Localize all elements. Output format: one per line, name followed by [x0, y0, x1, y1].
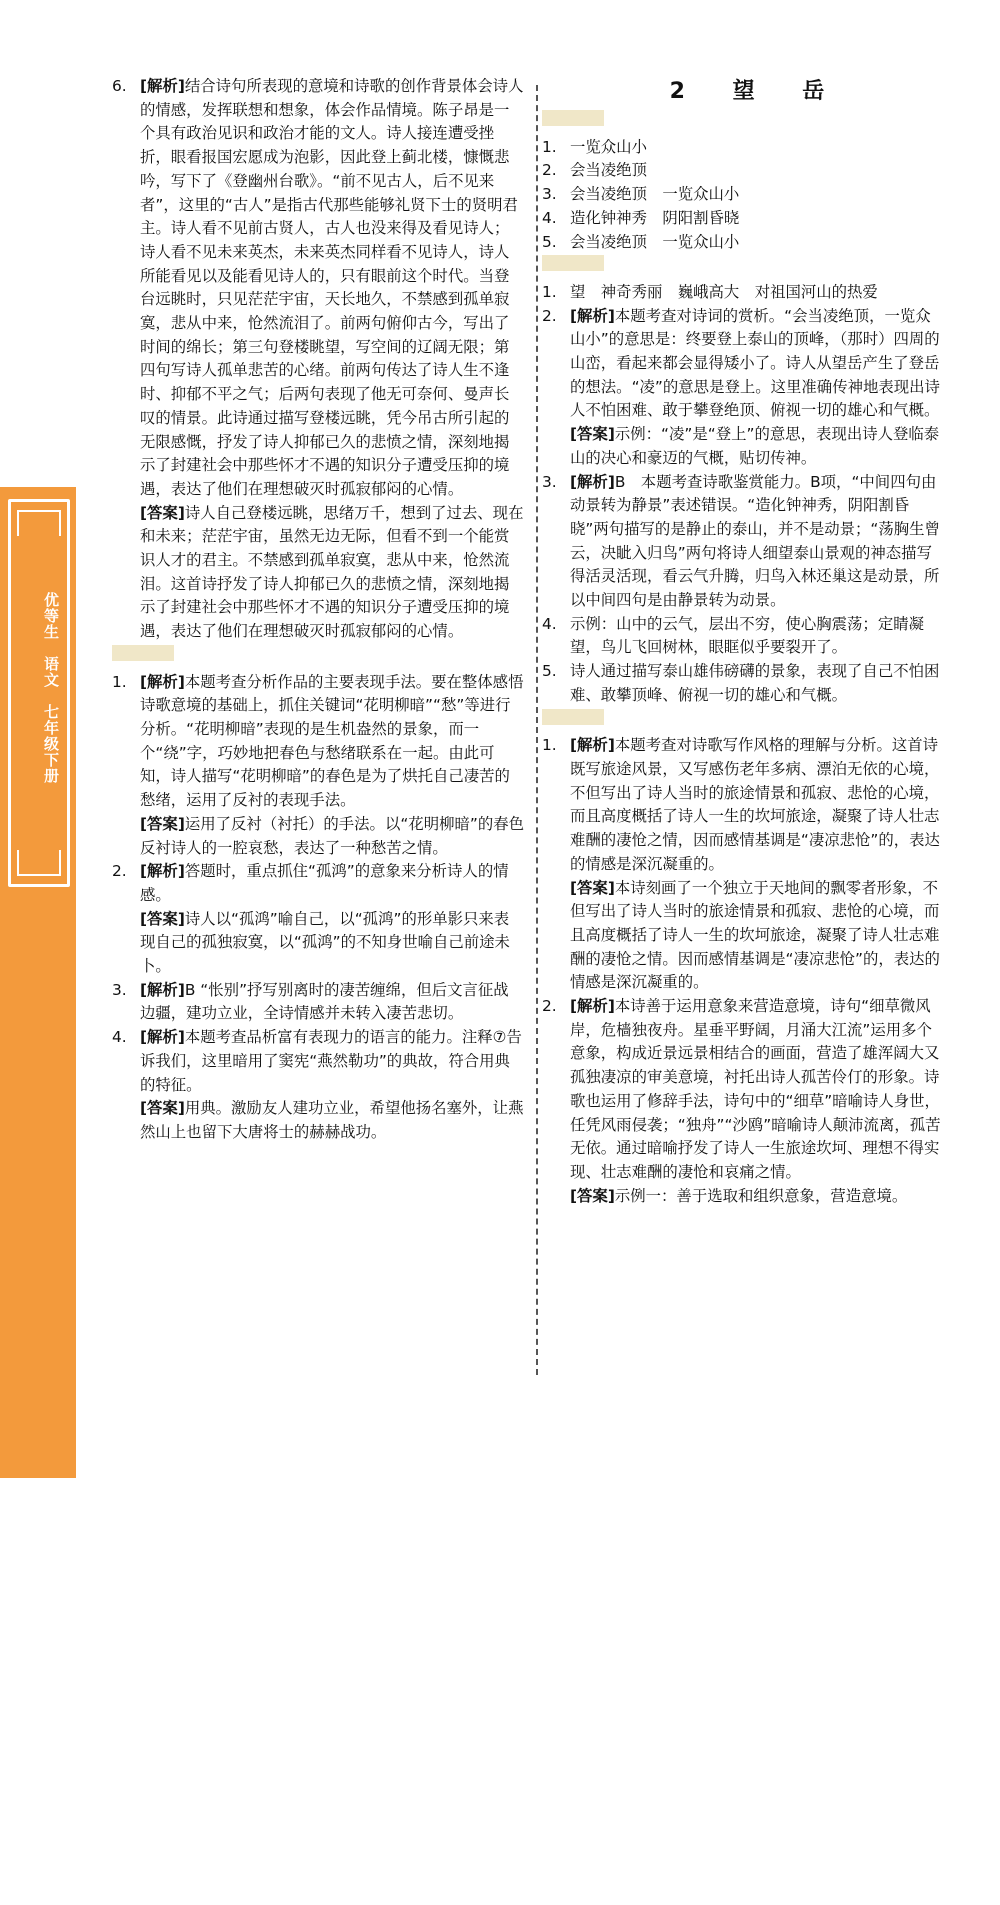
answer-tag: [答案] [570, 878, 615, 897]
question-number: 5. [542, 232, 557, 251]
answer-text: 望 神奇秀丽 巍峨高大 对祖国河山的热爱 [570, 282, 878, 301]
answer-text: 运用了反衬（衬托）的手法。以“花明柳暗”的春色反衬诗人的一腔哀愁，表达了一种愁苦之情。 [140, 814, 525, 857]
analysis-tag: [解析] [140, 1028, 185, 1047]
section-label-highlight [542, 255, 604, 271]
answer-text: 诗人自己登楼远眺，思绪万千，想到了过去、现在和未来；茫茫宇宙，虽然无边无际，但看不到一个能赏识人才的君主。不禁感到孤单寂寞，悲从中来，怆然流泪。这首诗抒发了诗人抑郁已久的悲愤之情，深刻地揭示了封建社会中那些怀才不遇的知识分子遭受压抑的境遇，表达了他们在理想破灭时孤寂郁闷的心情。 [140, 503, 524, 641]
analysis-text: 本题考查品析富有表现力的语言的能力。注释⑦告诉我们，这里暗用了窦宪“燕然勒功”的典故，符合用典的特征。 [140, 1028, 522, 1094]
answer-tag: [答案] [570, 425, 615, 444]
answer-text: 示例：山中的云气，层出不穷，使心胸震荡；定睛凝望，鸟儿飞回树林，眼眶似乎要裂开了。 [570, 614, 924, 657]
left-item-3 [112, 979, 524, 1026]
lesson-title: 2 望 岳 [669, 79, 845, 104]
column-divider [536, 85, 538, 1375]
answer-tag: [答案] [140, 814, 185, 833]
book-subject: 语文 [42, 656, 60, 689]
recite-item-1 [542, 136, 942, 160]
question-number: 5. [542, 662, 557, 681]
answer-text: 会当凌绝顶 一览众山小 [570, 232, 740, 251]
answer-text: 诗人通过描写泰山雄伟磅礴的景象，表现了自己不怕困难、敢攀顶峰、俯视一切的雄心和气概。 [570, 662, 940, 704]
question-number: 4. [112, 1028, 127, 1047]
section-label-highlight [112, 645, 174, 661]
answer-text: 造化钟神秀 阴阳割昏晓 [570, 208, 740, 227]
sidebar-band [0, 487, 76, 1905]
question-number: 3. [542, 185, 557, 204]
question-number: 2. [542, 997, 557, 1016]
analysis-text: B “怅别”抒写别离时的凄苦缠绵，但后文言征战边疆，建功立业，全诗情感并未转入凄苦悲切。 [140, 980, 509, 1023]
compare-item-2 [542, 995, 942, 1185]
analysis-tag: [解析] [140, 672, 185, 691]
section-label-highlight [542, 709, 604, 725]
answer-text: 用典。激励友人建功立业，希望他扬名塞外，让燕然山上也留下大唐将士的赫赫战功。 [140, 1099, 524, 1141]
answer-tag: [答案] [140, 503, 185, 522]
book-grade: 七年级下册 [42, 704, 60, 785]
analysis-tag: [解析] [570, 472, 615, 491]
right-column [542, 75, 942, 1208]
question-number: 1. [542, 137, 557, 156]
analysis-tag: [解析] [140, 77, 185, 95]
left-item-4 [112, 1026, 524, 1097]
analysis-text: B 本题考查诗歌鉴赏能力。B项，“中间四句由动景转为静景”表述错误。“造化钟神秀，阴阳割昏晓”两句描写的是静止的泰山，并不是动景；“荡胸生曾云，决眦入归鸟”两句将诗人细望泰山景观的神态描写得活灵活现，看云气升腾，归鸟入林还巢这是动景，所以中间四句是由静景转为动景。 [570, 472, 940, 610]
question-number: 3. [542, 472, 557, 491]
recite-item-5 [542, 231, 942, 255]
analysis-tag: [解析] [140, 980, 185, 999]
reading-item-2 [542, 305, 942, 424]
recite-item-2 [542, 159, 942, 183]
answer-block [112, 908, 524, 979]
page-number: 74 [22, 1885, 46, 1905]
answer-text: 一览众山小 [570, 137, 647, 156]
question-number: 2. [542, 161, 557, 180]
analysis-text: 本题考查分析作品的主要表现手法。要在整体感悟诗歌意境的基础上，抓住关键词“花明柳暗”“愁”等进行分析。“花明柳暗”表现的是生机盎然的景象，而一个“绕”字，巧妙地把春色与愁绪联系在一起。由此可知，诗人描写“花明柳暗”的春色是为了烘托自己凄苦的愁绪，运用了反衬的表现手法。 [140, 672, 524, 810]
analysis-text: 结合诗句所表现的意境和诗歌的创作背景体会诗人的情感，发挥联想和想象，体会作品情境。陈子昂是一个具有政治见识和政治才能的文人。诗人接连遭受挫折，眼看报国宏愿成为泡影，因此登上蓟北楼，慷慨悲吟，写下了《登幽州台歌》。“前不见古人，后不见来者”，这里的“古人”是指古代那些能够礼贤下士的贤明君主。诗人看不见前古贤人，古人也没来得及看见诗人；诗人看不见未来英杰，未来英杰同样看不见诗人，诗人所能看见以及能看见诗人的，只有眼前这个时代。当登台远眺时，只见茫茫宇宙，天长地久，不禁感到孤单寂寞，悲从中来，怆然流泪了。前两句俯仰古今，写出了时间的绵长；第三句登楼眺望，写空间的辽阔无限；第四句写诗人孤单悲苦的心绪。前两句传达了诗人生不逢时、抑郁不平之气；后两句表现了他无可奈何、曼声长叹的情景。此诗通过描写登楼远眺，凭今吊古所引起的无限感慨，抒发了诗人抑郁已久的悲愤之情，深刻地揭示了封建社会中那些怀才不遇的知识分子遭受压抑的境遇，表达了他们在理想破灭时孤寂郁闷的心情。 [140, 77, 524, 498]
left-item-2 [112, 860, 524, 907]
analysis-text: 本题考查对诗词的赏析。“会当凌绝顶，一览众山小”的意思是：终要登上泰山的顶峰，（那时）四周的山峦，看起来都会显得矮小了。诗人从望岳产生了登岳的想法。“凌”的意思是登上。这里准确传神地表现出诗人不怕困难、敢于攀登绝顶、俯视一切的雄心和气概。 [570, 306, 940, 420]
answer-block [112, 1097, 524, 1144]
answer-text: 会当凌绝顶 [570, 161, 647, 180]
question-number: 1. [542, 736, 557, 755]
question-number: 4. [542, 208, 557, 227]
analysis-text: 本题考查对诗歌写作风格的理解与分析。这首诗既写旅途风景，又写感伤老年多病、漂泊无依的心境，不但写出了诗人当时的旅途情景和孤寂、悲怆的心境，而且高度概括了诗人一生的坎坷旅途，凝聚了诗人壮志难酬的凄怆之情，因而感情基调是“凄凉悲怆”的，表达的情感是深沉凝重的。 [570, 736, 940, 873]
analysis-tag: [解析] [570, 736, 615, 755]
left-item-1 [112, 671, 524, 813]
analysis-tag: [解析] [570, 306, 615, 325]
analysis-text: 答题时，重点抓住“孤鸿”的意象来分析诗人的情感。 [140, 862, 509, 904]
reading-item-1 [542, 281, 942, 305]
question-number: 2. [112, 862, 127, 881]
answer-block [112, 813, 524, 860]
reading-item-4 [542, 613, 942, 660]
book-info [20, 592, 60, 794]
answer-text: 示例一：善于选取和组织意象，营造意境。 [614, 1186, 908, 1205]
question-number: 1. [542, 282, 557, 301]
answer-text: 本诗刻画了一个独立于天地间的飘零者形象，不但写出了诗人当时的旅途情景和孤寂、悲怆的心境，而且高度概括了诗人一生的坎坷旅途，凝聚了诗人壮志难酬的凄怆之情。因而感情基调是“凄凉悲怆”的，表达的情感是深沉凝重的。 [570, 878, 940, 992]
question-number: 6. [112, 77, 127, 95]
answer-text: 示例：“凌”是“登上”的意思，表现出诗人登临泰山的决心和豪迈的气概，贴切传神。 [570, 425, 940, 467]
left-column [112, 75, 524, 1145]
answer-text: 诗人以“孤鸿”喻自己，以“孤鸿”的形单影只来表现自己的孤独寂寞，以“孤鸿”的不知身世喻自己前途未卜。 [140, 909, 510, 976]
recite-item-4 [542, 207, 942, 231]
reading-item-3 [542, 471, 942, 613]
answer-tag: [答案] [570, 1186, 615, 1205]
question-number: 4. [542, 614, 557, 633]
question-number: 1. [112, 672, 127, 691]
question-number: 3. [112, 980, 127, 999]
answer-block [542, 877, 942, 996]
analysis-tag: [解析] [140, 862, 185, 881]
answer-tag: [答案] [140, 909, 185, 928]
question-6 [112, 75, 524, 502]
answer-tag: [答案] [140, 1099, 185, 1118]
recite-item-3 [542, 183, 942, 207]
question-number: 2. [542, 306, 557, 325]
answer-block [112, 502, 524, 644]
analysis-tag: [解析] [570, 997, 615, 1016]
book-series: 优等生 [42, 592, 60, 640]
analysis-text: 本诗善于运用意象来营造意境，诗句“细草微风岸，危樯独夜舟。星垂平野阔，月涌大江流”运用多个意象，构成近景远景相结合的画面，营造了雄浑阔大又孤独凄凉的审美意境，衬托出诗人孤苦伶仃的形象。诗歌也运用了修辞手法，诗句中的“细草”暗喻诗人身世，任凭风雨侵袭；“独舟”“沙鸥”暗喻诗人颠沛流离，孤苦无依。通过暗喻抒发了诗人一生旅途坎坷、理想不得实现、壮志难酬的凄怆和哀痛之情。 [570, 997, 941, 1181]
reading-item-5 [542, 660, 942, 707]
answer-block [542, 423, 942, 470]
section-label-highlight [542, 110, 604, 126]
answer-block [542, 1185, 942, 1209]
answer-text: 会当凌绝顶 一览众山小 [570, 185, 740, 204]
compare-item-1 [542, 734, 942, 876]
